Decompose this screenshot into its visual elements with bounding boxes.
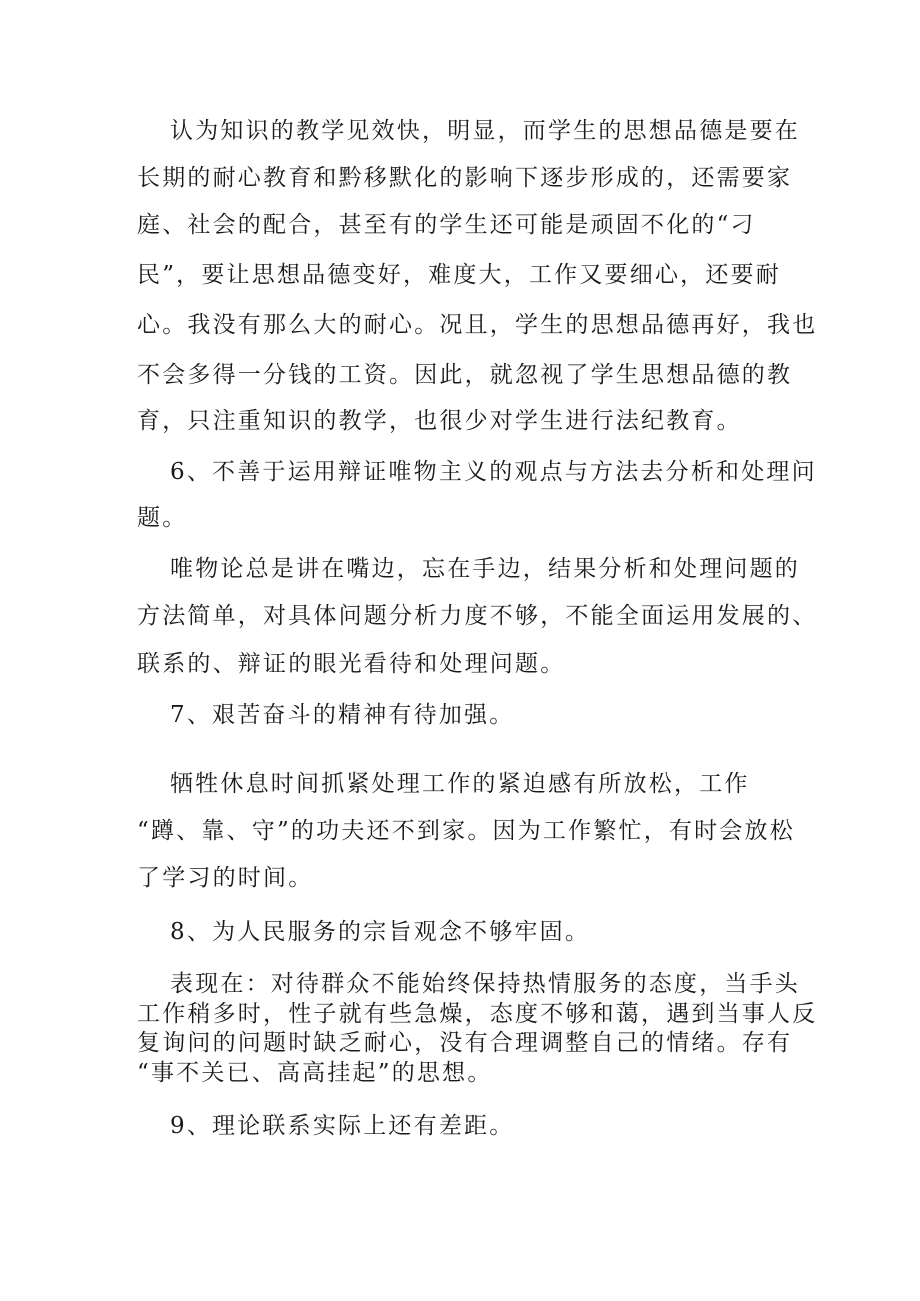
text-line: “事不关已、高高挂起”的思想。 xyxy=(137,1060,493,1086)
text-line: 长期的耐心教育和黔移默化的影响下逐步形成的，还需要家 xyxy=(137,165,793,191)
text-line: 表现在：对待群众不能始终保持热情服务的态度，当手头 xyxy=(170,971,800,997)
text-line: 复询问的问题时缺乏耐心，没有合理调整自己的情绪。存有 xyxy=(137,1030,793,1056)
text-line: 方法简单，对具体问题分析力度不够，不能全面运用发展的、 xyxy=(137,603,818,629)
text-line: 联系的、辩证的眼光看待和处理问题。 xyxy=(137,651,566,677)
text-line: 了学习的时间。 xyxy=(137,865,314,891)
text-line: 民”，要让思想品德变好，难度大，工作又要细心，还要耐 xyxy=(137,262,781,288)
text-line: 唯物论总是讲在嘴边，忘在手边，结果分析和处理问题的 xyxy=(170,556,800,582)
text-line: 庭、社会的配合，甚至有的学生还可能是顽固不化的“刁 xyxy=(137,212,756,238)
text-line: 题。 xyxy=(137,505,188,531)
text-line: 7、艰苦奋斗的精神有待加强。 xyxy=(170,702,515,728)
text-line: 不会多得一分钱的工资。因此，就忽视了学生思想品德的教 xyxy=(137,362,793,388)
text-line: 6、不善于运用辩证唯物主义的观点与方法去分析和处理问 xyxy=(170,459,817,485)
text-line: 认为知识的教学见效快，明显，而学生的思想品德是要在 xyxy=(170,118,800,144)
text-line: 心。我没有那么大的耐心。况且，学生的思想品德再好，我也 xyxy=(137,312,818,338)
text-line: 8、为人民服务的宗旨观念不够牢固。 xyxy=(170,919,591,945)
text-line: 牺牲休息时间抓紧处理工作的紧迫感有所放松，工作 xyxy=(170,771,750,797)
text-line: “蹲、靠、守”的功夫还不到家。因为工作繁忙，有时会放松 xyxy=(137,818,795,844)
text-line: 育，只注重知识的教学，也很少对学生进行法纪教育。 xyxy=(137,408,742,434)
text-line: 9、理论联系实际上还有差距。 xyxy=(170,1113,515,1139)
text-line: 工作稍多时，性子就有些急燥，态度不够和蔼，遇到当事人反 xyxy=(137,1001,818,1027)
